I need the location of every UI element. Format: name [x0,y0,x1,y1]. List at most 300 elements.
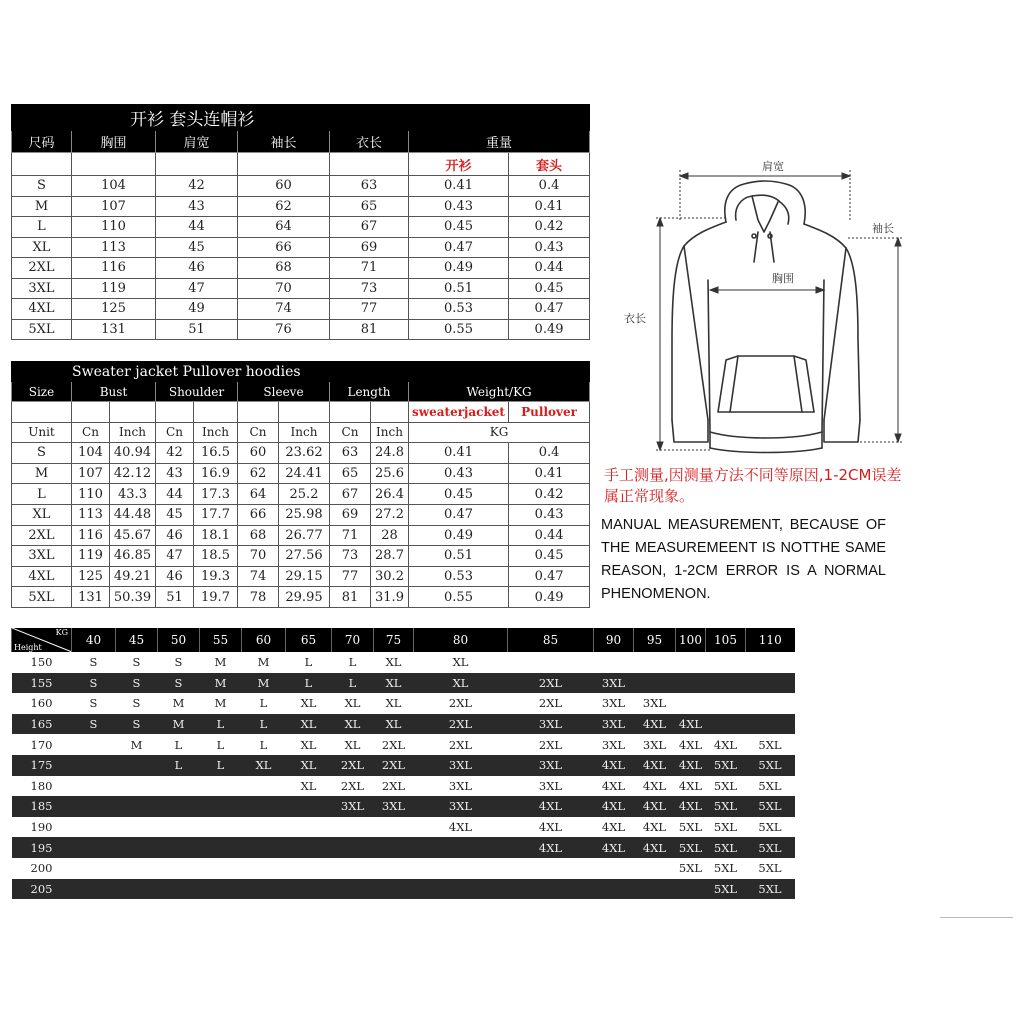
size-cell: 4XL [634,837,676,858]
table-row [12,566,590,587]
table-cell: M [12,196,72,217]
size-cell: 3XL [414,776,508,797]
size-cell: L [200,734,242,755]
size-cell [676,673,706,694]
measurement-note-cn: 手工测量,因测量方法不同等原因,1-2CM误差属正常现象。 [604,466,902,505]
table-cell: 0.4 [509,443,590,464]
size-cell [158,837,200,858]
size-cell: 4XL [634,755,676,776]
size-cell [634,858,676,879]
table-row [12,714,795,735]
table-cell: 0.43 [509,504,590,525]
table-cell: 19.7 [194,587,238,608]
empty-cell [72,153,156,176]
unit-cell: Cn [330,422,371,443]
table-cell: 0.45 [409,217,509,238]
table-cell: 46 [156,566,194,587]
table-cell: 42 [156,176,238,197]
height-cell: 180 [12,776,72,797]
table-cell: 26.4 [371,484,409,505]
table-cell: 0.51 [409,278,509,299]
table-cell: 23.62 [279,443,330,464]
size-cell [414,837,508,858]
column-header: Weight/KG [409,382,590,402]
table-cell: 0.51 [409,546,509,567]
table-cell: 67 [330,217,409,238]
table-cell: 125 [72,566,110,587]
sleeve-label: 袖长 [872,222,894,235]
table-cell: 70 [238,278,330,299]
table-cell: 131 [72,587,110,608]
weight-header: 40 [72,628,116,652]
size-cell: 5XL [746,734,795,755]
table-header-row [12,382,590,402]
table-cell: 110 [72,217,156,238]
weight-header: 110 [746,628,795,652]
table-cell: 0.45 [409,484,509,505]
size-cell: L [200,755,242,776]
table-cell: 28 [371,525,409,546]
hoodie-measurement-diagram [618,150,908,460]
size-cell: L [242,714,286,735]
size-cell: 5XL [746,817,795,838]
size-cell [200,776,242,797]
size-cell: 4XL [414,817,508,838]
size-cell [286,879,332,900]
size-cell [72,776,116,797]
unit-cell: KG [409,422,590,443]
size-cell [72,734,116,755]
table-cell: 77 [330,566,371,587]
table-cell: 67 [330,484,371,505]
table-cell: 0.53 [409,566,509,587]
table-cell: 17.7 [194,504,238,525]
table-row [12,879,795,900]
column-header: 肩宽 [156,131,238,153]
weight-header: 105 [706,628,746,652]
size-cell: 5XL [706,837,746,858]
size-cell: M [200,673,242,694]
size-cell: 4XL [634,776,676,797]
table-cell: 113 [72,237,156,258]
size-cell: L [242,693,286,714]
table-cell: 51 [156,319,238,340]
table-row [12,237,590,258]
size-cell [158,858,200,879]
size-cell [200,858,242,879]
table-row [12,755,795,776]
size-cell: 3XL [594,734,634,755]
table-cell: 81 [330,587,371,608]
table-title-row [12,362,590,382]
length-label: 衣长 [624,312,646,325]
size-cell [242,837,286,858]
size-cell: 5XL [676,837,706,858]
table-cell: 25.6 [371,463,409,484]
size-cell: 4XL [594,796,634,817]
size-cell: 2XL [374,776,414,797]
table-cell: 16.9 [194,463,238,484]
table-cell: 45 [156,237,238,258]
size-cell: XL [286,755,332,776]
size-cell [332,858,374,879]
table-cell: 0.41 [409,443,509,464]
empty-cell [330,153,409,176]
size-cell: L [242,734,286,755]
size-cell [594,858,634,879]
table-cell: 0.49 [509,587,590,608]
table-cell: 0.45 [509,546,590,567]
size-cell: 3XL [594,673,634,694]
table-cell: 71 [330,525,371,546]
table-cell: 0.41 [509,196,590,217]
size-cell [374,837,414,858]
table-cell: 69 [330,504,371,525]
size-cell: S [72,673,116,694]
measurement-note-en: MANUAL MEASUREMENT, BECAUSE OF THE MEASUREMEENT IS NOTTHE SAME REASON, 1-2CM ERROR IS A NORMAL PHENOMENON. [601,517,886,602]
weight-header: 65 [286,628,332,652]
size-cell: 4XL [508,796,594,817]
table-cell: 0.47 [509,566,590,587]
size-cell: 4XL [508,837,594,858]
size-cell [414,879,508,900]
height-cell: 190 [12,817,72,838]
size-cell [116,817,158,838]
column-header: Sleeve [238,382,330,402]
table-row [12,443,590,464]
weight-header: 75 [374,628,414,652]
size-cell: L [158,755,200,776]
size-cell: L [286,673,332,694]
height-cell: 175 [12,755,72,776]
table-cell: 74 [238,566,279,587]
table-title-row [12,105,590,131]
table-cell: 0.55 [409,319,509,340]
table-cell: 49.21 [110,566,156,587]
weight-subheader: 套头 [509,153,590,176]
table-row [12,776,795,797]
size-cell [374,817,414,838]
table-cell: 104 [72,443,110,464]
table-cell: 104 [72,176,156,197]
size-cell: S [72,693,116,714]
size-cell: 4XL [676,776,706,797]
size-cell: M [242,652,286,673]
size-cell [746,693,795,714]
size-cell: L [332,652,374,673]
size-cell [706,714,746,735]
size-cell: S [116,673,158,694]
table-row [12,484,590,505]
table-cell: 65 [330,463,371,484]
size-cell [508,652,594,673]
table-cell: 0.43 [509,237,590,258]
table-cell: 28.7 [371,546,409,567]
size-cell: 5XL [746,776,795,797]
size-cell: 2XL [508,734,594,755]
size-cell [594,652,634,673]
table-cell: 3XL [12,546,72,567]
size-cell: S [72,714,116,735]
size-cell: L [332,673,374,694]
column-header: Size [12,382,72,402]
height-cell: 200 [12,858,72,879]
size-cell: 4XL [634,796,676,817]
size-cell [634,652,676,673]
corner-height-label: Height [14,643,42,652]
table-cell: 107 [72,196,156,217]
size-cell: XL [286,776,332,797]
size-cell: 5XL [746,755,795,776]
table-row [12,278,590,299]
table-cell: 43.3 [110,484,156,505]
table-cell: 64 [238,217,330,238]
table-cell: 3XL [12,278,72,299]
weight-subheader: sweaterjacket [409,402,509,423]
weight-header: 100 [676,628,706,652]
table-cell: 24.41 [279,463,330,484]
table-cell: 0.53 [409,299,509,320]
table-cell: 2XL [12,525,72,546]
size-cell [158,879,200,900]
table-cell: 16.5 [194,443,238,464]
table-header-row [12,628,795,652]
table-cell: 116 [72,525,110,546]
table-row [12,525,590,546]
size-cell: 3XL [594,693,634,714]
chest-label: 胸围 [772,272,794,285]
size-cell [508,858,594,879]
table-row [12,673,795,694]
table-cell: 66 [238,237,330,258]
table-header-row [12,131,590,153]
table-cell: 70 [238,546,279,567]
empty-cell [279,402,330,423]
size-cell: 5XL [706,796,746,817]
size-cell: XL [374,652,414,673]
size-cell: 5XL [706,817,746,838]
size-cell: XL [332,734,374,755]
table-cell: 119 [72,546,110,567]
table-cell: M [12,463,72,484]
table-cell: 71 [330,258,409,279]
column-header: 胸围 [72,131,156,153]
table-cell: S [12,176,72,197]
size-cell: M [242,673,286,694]
unit-cell: Unit [12,422,72,443]
size-cell [116,776,158,797]
size-cell [116,755,158,776]
table-cell: 46 [156,258,238,279]
table-cell: 0.47 [509,299,590,320]
unit-cell: Cn [156,422,194,443]
table-cell: 110 [72,484,110,505]
size-cell [200,837,242,858]
size-cell [200,817,242,838]
table-cell: 45.67 [110,525,156,546]
empty-cell [371,402,409,423]
table-row [12,176,590,197]
size-cell [676,693,706,714]
size-cell: 3XL [508,755,594,776]
column-header: Length [330,382,409,402]
size-cell [634,673,676,694]
column-header: Bust [72,382,156,402]
size-cell: M [200,652,242,673]
size-cell: L [158,734,200,755]
size-cell: XL [286,693,332,714]
table-cell: 0.43 [409,196,509,217]
size-cell: 2XL [374,734,414,755]
weight-header: 90 [594,628,634,652]
table-cell: 0.41 [409,176,509,197]
table-cell: 27.2 [371,504,409,525]
size-cell: 5XL [706,755,746,776]
table-cell: 47 [156,278,238,299]
size-cell: XL [242,755,286,776]
size-cell: 4XL [706,734,746,755]
height-cell: 170 [12,734,72,755]
table-cell: 25.2 [279,484,330,505]
table-cell: 0.55 [409,587,509,608]
table-cell: 68 [238,525,279,546]
size-cell: 4XL [594,755,634,776]
size-cell [706,652,746,673]
size-cell [286,858,332,879]
table-cell: 78 [238,587,279,608]
size-cell [72,858,116,879]
table-row [12,693,795,714]
size-cell: 5XL [746,879,795,900]
empty-cell [72,402,110,423]
weight-header: 85 [508,628,594,652]
size-cell: S [158,652,200,673]
table-row [12,734,795,755]
unit-cell: Cn [238,422,279,443]
hoodie-outline [618,150,908,460]
table-row [12,217,590,238]
table-cell: 81 [330,319,409,340]
table-title: Sweater jacket Pullover hoodies [12,362,590,382]
table-cell: 60 [238,176,330,197]
size-cell: 3XL [374,796,414,817]
table-row [12,546,590,567]
table-cell: 5XL [12,587,72,608]
size-cell [116,837,158,858]
table-cell: 60 [238,443,279,464]
table-cell: 30.2 [371,566,409,587]
size-cell [286,837,332,858]
size-cell: 4XL [676,734,706,755]
size-cell: 3XL [634,693,676,714]
empty-cell [238,402,279,423]
table-cell: 44 [156,484,194,505]
unit-cell: Cn [72,422,110,443]
height-cell: 155 [12,673,72,694]
table-cell: 4XL [12,566,72,587]
table-cell: 74 [238,299,330,320]
size-cell: M [158,693,200,714]
table-cell: 18.1 [194,525,238,546]
empty-cell [238,153,330,176]
size-cell [676,879,706,900]
table-subheader-row [12,402,590,423]
size-cell [116,879,158,900]
empty-cell [110,402,156,423]
table-row [12,258,590,279]
size-cell [72,837,116,858]
table-cell: 65 [330,196,409,217]
size-cell: S [72,652,116,673]
column-header: 袖长 [238,131,330,153]
table-subheader-row [12,153,590,176]
table-row [12,299,590,320]
size-cell: 3XL [508,776,594,797]
table-cell: 73 [330,546,371,567]
table-cell: 29.15 [279,566,330,587]
table-cell: 50.39 [110,587,156,608]
size-cell: XL [414,652,508,673]
table-cell: 63 [330,176,409,197]
table-cell: 17.3 [194,484,238,505]
table-cell: XL [12,504,72,525]
size-cell [332,837,374,858]
table-cell: 0.44 [509,258,590,279]
weight-subheader: Pullover [509,402,590,423]
size-cell [72,755,116,776]
size-cell: 4XL [634,714,676,735]
corner-cell [12,628,72,652]
table-cell: 73 [330,278,409,299]
size-cell [242,879,286,900]
size-cell [158,817,200,838]
weight-header: 50 [158,628,200,652]
table-cell: 51 [156,587,194,608]
size-cell [594,879,634,900]
table-cell: 18.5 [194,546,238,567]
size-cell: 2XL [332,776,374,797]
table-row [12,504,590,525]
table-row [12,463,590,484]
size-cell: 3XL [414,755,508,776]
table-cell: 46.85 [110,546,156,567]
size-cell [746,673,795,694]
table-cell: 0.4 [509,176,590,197]
column-header: 尺码 [12,131,72,153]
size-cell: 5XL [746,858,795,879]
table-cell: 0.49 [409,525,509,546]
table-cell: S [12,443,72,464]
table-row [12,796,795,817]
unit-row [12,422,590,443]
size-cell: M [158,714,200,735]
size-cell: L [286,652,332,673]
table-cell: 24.8 [371,443,409,464]
unit-cell: Inch [194,422,238,443]
table-cell: 29.95 [279,587,330,608]
height-cell: 165 [12,714,72,735]
table-cell: 19.3 [194,566,238,587]
table-cell: XL [12,237,72,258]
table-cell: 25.98 [279,504,330,525]
table-cell: 63 [330,443,371,464]
table-cell: 47 [156,546,194,567]
size-cell [746,652,795,673]
size-cell: 2XL [414,693,508,714]
size-cell: 4XL [594,837,634,858]
table-cell: 62 [238,463,279,484]
weight-subheader: 开衫 [409,153,509,176]
